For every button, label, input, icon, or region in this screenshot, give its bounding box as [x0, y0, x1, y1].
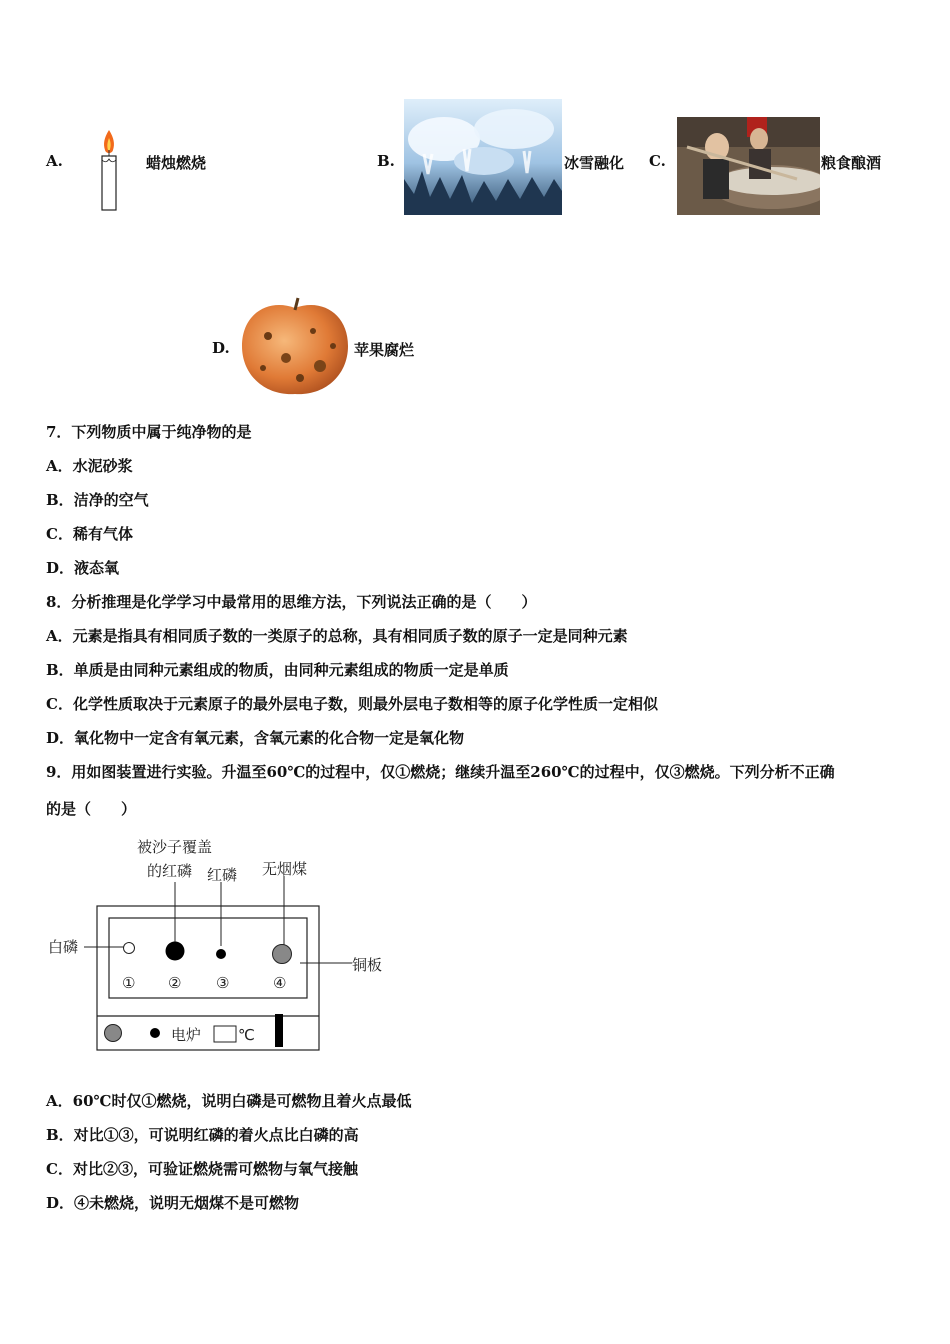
q9-option-a: A．60℃时仅①燃烧，说明白磷是可燃物且着火点最低 — [46, 1092, 412, 1110]
q6-option-a-letter: A. — [46, 152, 63, 170]
label-covered-red-phosphorus-1: 被沙子覆盖 — [137, 838, 213, 856]
stove-switch — [275, 1014, 283, 1047]
q8-option-c: C．化学性质取决于元素原子的最外层电子数，则最外层电子数相等的原子化学性质一定相似 — [46, 695, 658, 713]
q6-option-c-letter: C. — [649, 152, 666, 170]
label-covered-red-phosphorus-2: 的红磷 — [147, 862, 193, 880]
q7-option-d: D．液态氧 — [46, 559, 120, 577]
q6-option-b-text: 冰雪融化 — [564, 154, 625, 172]
stove-knob-icon — [105, 1025, 122, 1042]
q6-option-d-letter: D. — [212, 339, 230, 357]
q6-option-c-text: 粮食酿酒 — [821, 154, 882, 172]
temperature-display — [214, 1026, 236, 1042]
anthracite-sample — [273, 945, 292, 964]
label-red-phosphorus: 红磷 — [207, 866, 238, 884]
q6-option-a-text: 蜡烛燃烧 — [146, 154, 207, 172]
marker-3: ③ — [216, 974, 230, 992]
stove-indicator-icon — [150, 1028, 160, 1038]
marker-1: ① — [122, 974, 136, 992]
q9-stem-line2: 的是（ ） — [46, 800, 137, 818]
apparatus-drawing — [40, 830, 400, 1060]
rotten-apple-image — [238, 296, 352, 396]
candle-image — [96, 128, 122, 212]
q9-option-d: D．④未燃烧，说明无烟煤不是可燃物 — [46, 1194, 300, 1212]
brewing-image — [677, 117, 820, 215]
label-white-phosphorus: 白磷 — [48, 938, 79, 956]
ice-snow-image — [404, 99, 562, 215]
q9-option-b: B．对比①③，可说明红磷的着火点比白磷的高 — [46, 1126, 359, 1144]
q8-option-d: D．氧化物中一定含有氧元素，含氧元素的化合物一定是氧化物 — [46, 729, 465, 747]
label-electric-stove: 电炉 — [171, 1026, 202, 1044]
q7-option-c: C．稀有气体 — [46, 525, 133, 543]
q8-option-a: A．元素是指具有相同质子数的一类原子的总称，具有相同质子数的原子一定是同种元素 — [46, 627, 628, 645]
q7-stem: 7．下列物质中属于纯净物的是 — [46, 423, 252, 441]
red-phosphorus-sample — [216, 949, 226, 959]
q6-option-d-text: 苹果腐烂 — [354, 341, 415, 359]
q8-stem: 8．分析推理是化学学习中最常用的思维方法，下列说法正确的是（ ） — [46, 593, 537, 611]
white-phosphorus-sample — [124, 943, 135, 954]
q7-option-a: A．水泥砂浆 — [46, 457, 133, 475]
q9-stem-line1: 9．用如图装置进行实验。升温至60℃的过程中，仅①燃烧；继续升温至260℃的过程中，仅③燃烧。下列分析不正确 — [46, 763, 835, 781]
q8-option-b: B．单质是由同种元素组成的物质，由同种元素组成的物质一定是单质 — [46, 661, 509, 679]
label-anthracite: 无烟煤 — [262, 860, 308, 878]
covered-red-phosphorus-sample — [166, 942, 185, 961]
label-copper-plate: 铜板 — [352, 956, 383, 974]
marker-4: ④ — [273, 974, 287, 992]
marker-2: ② — [168, 974, 182, 992]
q6-option-b-letter: B. — [377, 152, 395, 170]
label-celsius: ℃ — [238, 1026, 255, 1044]
q7-option-b: B．洁净的空气 — [46, 491, 149, 509]
q9-option-c: C．对比②③，可验证燃烧需可燃物与氧气接触 — [46, 1160, 358, 1178]
experiment-figure — [40, 830, 400, 1060]
